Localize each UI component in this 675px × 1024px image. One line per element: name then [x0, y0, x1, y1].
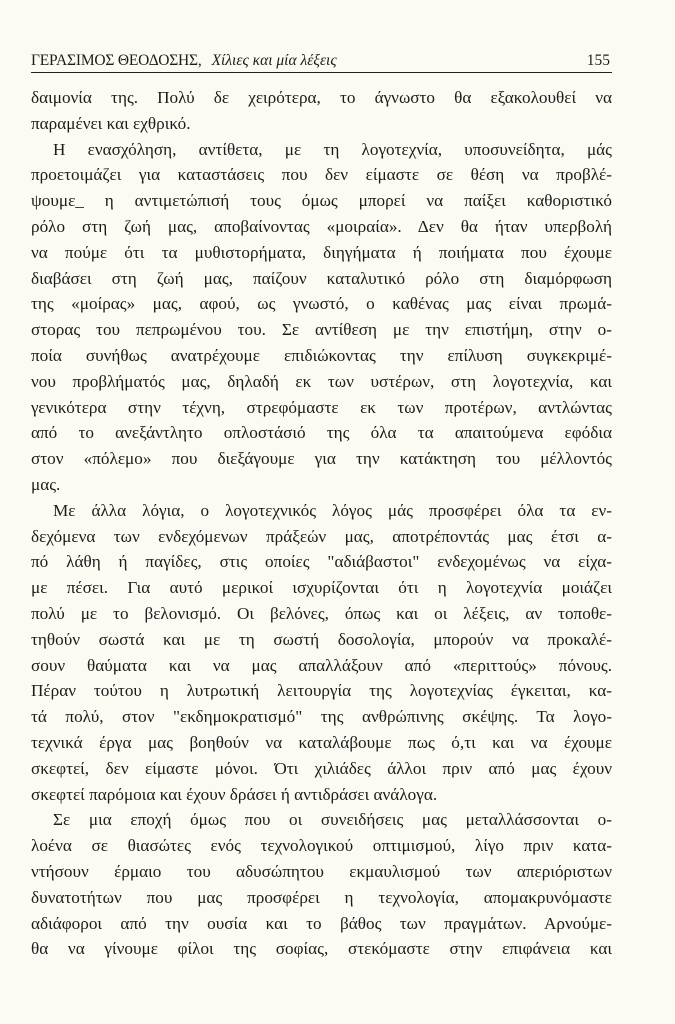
- paragraph: [31, 807, 612, 962]
- text-line: προετοιμάζει για καταστάσεις που δεν είμαστε σε θέση να προβλέ-: [31, 165, 612, 185]
- text-line: Με άλλα λόγια, ο λογοτεχνικός λόγος μάς προσφέρει όλα τα εν-: [53, 500, 612, 520]
- text-line: ψουμε_ η αντιμετώπισή τους όμως μπορεί να παίξει καθοριστικό: [31, 191, 612, 211]
- text-line: σουν θαύματα και να μας απαλλάξουν από «περιττούς» πόνους.: [31, 655, 612, 675]
- text-line: διαβάσει στη ζωή μας, παίζουν καταλυτικό ρόλο στη διαμόρφωση: [31, 268, 612, 288]
- text-line: δεχόμενα των ενδεχόμενων πράξεών μας, αποτρέποντάς μας έτσι α-: [31, 526, 612, 546]
- page-number: 155: [586, 52, 610, 69]
- header-author: ΓΕΡΑΣΙΜΟΣ ΘΕΟΔΟΣΗΣ,: [31, 52, 202, 69]
- paragraph: [31, 85, 612, 137]
- text-line: από το ανεξάντλητο οπλοστάσιό της όλα τα απαιτούμενα εφόδια: [31, 423, 612, 443]
- text-line: θα να γίνουμε φίλοι της σοφίας, στεκόμαστε στην επιφάνεια και: [31, 939, 612, 959]
- running-header: [31, 50, 612, 73]
- text-line: τεχνικά έργα μας βοηθούν να καταλάβουμε πως ό,τι και να έχουμε: [31, 732, 612, 752]
- text-line: Σε μια εποχή όμως που οι συνειδήσεις μας μεταλλάσσονται ο-: [53, 810, 612, 830]
- header-book-title: Χίλιες και μία λέξεις: [211, 52, 337, 69]
- text-line: στον «πόλεμο» που διεξάγουμε για την κατάκτηση του μέλλοντός: [31, 449, 612, 469]
- text-line: σκεφτεί παρόμοια και έχουν δράσει ή αντιδράσει ανάλογα.: [31, 784, 438, 804]
- text-line: νου προβλήματός μας, δηλαδή εκ των υστέρων, στη λογοτεχνία, και: [31, 371, 612, 391]
- text-line: της «μοίρας» μας, αφού, ως γνωστό, ο καθένας μας είναι πρωμά-: [31, 294, 612, 314]
- text-line: πό λάθη ή παγίδες, στις οποίες "αδιάβαστοι" ενδεχομένως να είχα-: [31, 552, 612, 572]
- text-line: μας.: [31, 474, 61, 494]
- text-line: παραμένει και εχθρικό.: [31, 113, 191, 133]
- text-line: ποία συνήθως ανατρέχουμε επιδιώκοντας την επίλυση συγκεκριμέ-: [31, 345, 612, 365]
- text-line: Πέραν τούτου η λυτρωτική λειτουργία της λογοτεχνίας έγκειται, κα-: [31, 681, 612, 701]
- paragraph: [31, 137, 612, 498]
- text-line: στορας του πεπρωμένου του. Σε αντίθεση με την επιστήμη, στην ο-: [31, 320, 612, 340]
- body-text: [31, 85, 612, 962]
- text-line: γενικότερα στην τέχνη, στρεφόμαστε εκ των προτέρων, αντλώντας: [31, 397, 612, 417]
- paragraph: [31, 498, 612, 808]
- text-line: τηθούν σωστά και με τη σωστή δοσολογία, μπορούν να προκαλέ-: [31, 629, 612, 649]
- text-line: λοένα σε θιασώτες ενός τεχνολογικού οπτιμισμού, λίγο πριν κατα-: [31, 836, 612, 856]
- text-line: ρόλο στη ζωή μας, αποβαίνοντας «μοιραία». Δεν θα ήταν υπερβολή: [31, 216, 612, 236]
- text-line: Η ενασχόληση, αντίθετα, με τη λογοτεχνία, υποσυνείδητα, μάς: [53, 139, 612, 159]
- text-line: να πούμε ότι τα μυθιστορήματα, διηγήματα ή ποιήματα που έχουμε: [31, 242, 612, 262]
- text-line: πολύ με το βελονισμό. Οι βελόνες, όπως και οι λέξεις, αν τοποθε-: [31, 603, 612, 623]
- text-line: τά πολύ, στον "εκδημοκρατισμό" της ανθρώπινης σκέψης. Τα λογο-: [31, 707, 612, 727]
- text-line: αδιάφοροι από την ουσία και το βάθος των πραγμάτων. Αρνούμε-: [31, 913, 612, 933]
- text-line: δυνατοτήτων που μας προσφέρει η τεχνολογία, απομακρυνόμαστε: [31, 887, 612, 907]
- text-line: σκεφτεί, δεν είμαστε μόνοι. Ότι χιλιάδες άλλοι πριν από μας έχουν: [31, 758, 612, 778]
- text-line: ντήσουν έρμαιο του αδυσώπητου εκμαυλισμού των απεριόριστων: [31, 861, 612, 881]
- text-line: με πέσει. Για αυτό μερικοί ισχυρίζονται ότι η λογοτεχνία μοιάζει: [31, 578, 612, 598]
- text-line: δαιμονία της. Πολύ δε χειρότερα, το άγνωστο θα εξακολουθεί να: [31, 88, 612, 107]
